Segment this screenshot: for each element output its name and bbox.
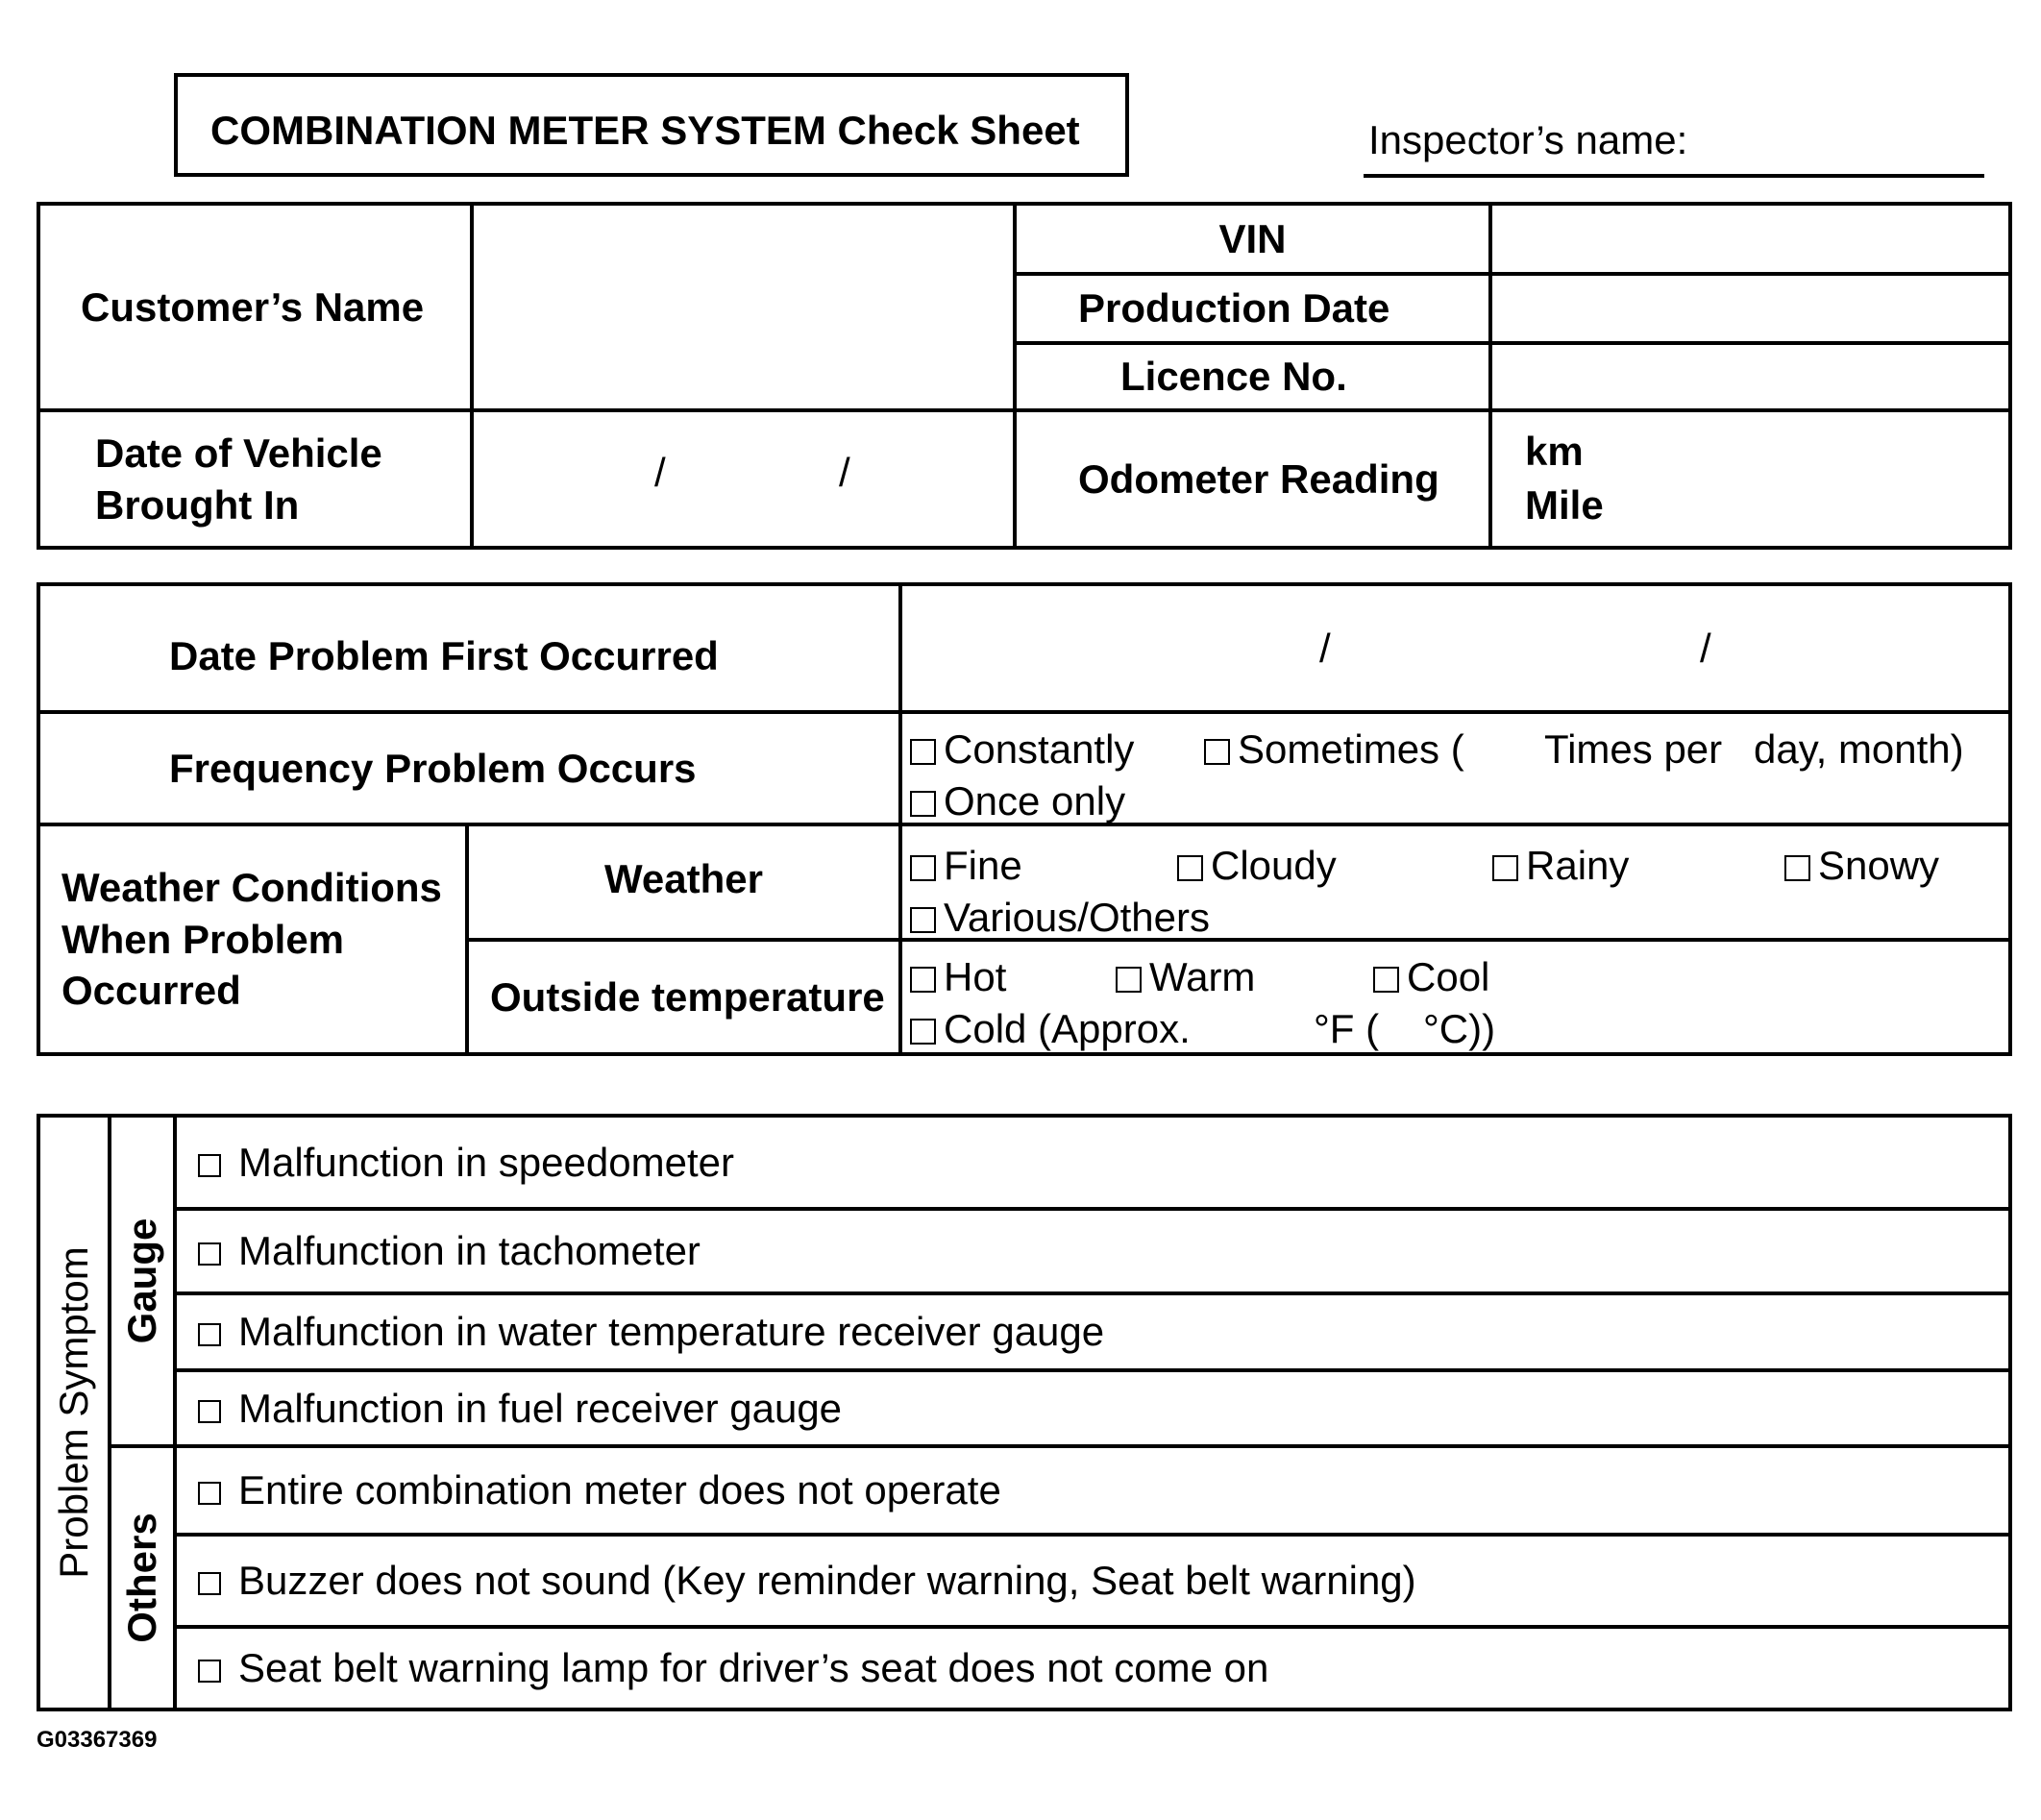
date-brought-in-label-line1: Date of Vehicle [95, 430, 382, 476]
checkbox[interactable] [198, 1572, 221, 1595]
date-separator: / [839, 450, 850, 495]
symptom-label: Malfunction in tachometer [238, 1228, 701, 1274]
freq-sometimes-label: Sometimes ( [1238, 726, 1464, 772]
weather-cloudy-label: Cloudy [1211, 843, 1337, 888]
checkbox[interactable] [910, 907, 936, 933]
checkbox[interactable] [910, 967, 936, 993]
weather-fine-label: Fine [944, 843, 1022, 888]
weather-options [900, 824, 2010, 940]
date-first-occurred-label: Date Problem First Occurred [38, 584, 900, 712]
date-first-occurred-field[interactable] [900, 584, 2010, 712]
freq-once-label: Once only [944, 778, 1126, 824]
weather-conditions-label [38, 824, 467, 1054]
freq-constantly-option[interactable] [910, 724, 1134, 775]
outside-temperature-label: Outside temperature [467, 940, 900, 1054]
production-date-label: Production Date [1015, 274, 1490, 343]
inspector-name-label: Inspector’s name: [1368, 117, 1688, 162]
weather-fine-option[interactable] [910, 840, 1022, 892]
checkbox[interactable] [1204, 739, 1230, 765]
date-separator: / [1319, 626, 1331, 671]
customer-name-label: Customer’s Name [38, 204, 472, 410]
vehicle-info-table [37, 202, 2012, 550]
freq-day-month: day, month) [1754, 726, 1964, 772]
odometer-field[interactable] [1490, 410, 2010, 548]
date-brought-in-field[interactable] [472, 410, 1015, 548]
temp-fahrenheit: °F ( [1314, 1006, 1380, 1051]
date-brought-in-label [38, 410, 472, 548]
checkbox[interactable] [910, 791, 936, 817]
title-box [174, 73, 1129, 177]
unit-mile: Mile [1525, 482, 1604, 528]
symptom-meter-not-operate[interactable] [175, 1446, 2010, 1535]
weather-various-label: Various/Others [944, 895, 1210, 940]
checkbox[interactable] [1784, 855, 1810, 881]
customer-name-field[interactable] [472, 204, 1015, 410]
date-separator: / [654, 450, 666, 495]
freq-times-per: Times per [1544, 726, 1723, 772]
inspector-name-field[interactable] [1364, 174, 1984, 178]
frequency-label: Frequency Problem Occurs [38, 712, 900, 824]
problem-symptom-table [37, 1114, 2012, 1711]
vin-label: VIN [1015, 204, 1490, 274]
weather-snowy-option[interactable] [1784, 840, 1939, 892]
problem-symptom-label-cell [38, 1116, 110, 1709]
freq-constantly-label: Constantly [944, 726, 1135, 772]
weather-rainy-option[interactable] [1492, 840, 1629, 892]
temp-warm-label: Warm [1149, 954, 1256, 999]
checkbox[interactable] [198, 1482, 221, 1505]
symptom-fuel-gauge[interactable] [175, 1370, 2010, 1446]
weather-conditions-label-line3: Occurred [61, 968, 241, 1014]
symptom-label: Malfunction in water temperature receiver gauge [238, 1309, 1105, 1355]
checkbox[interactable] [1177, 855, 1203, 881]
temp-celsius: °C)) [1423, 1006, 1496, 1051]
symptom-label: Entire combination meter does not operate [238, 1467, 1001, 1513]
checkbox[interactable] [910, 739, 936, 765]
symptom-speedometer[interactable] [175, 1116, 2010, 1209]
page-title: COMBINATION METER SYSTEM Check Sheet [210, 108, 1080, 153]
gauge-label-cell [110, 1116, 175, 1446]
temp-warm-option[interactable] [1116, 951, 1255, 1003]
symptom-label: Malfunction in fuel receiver gauge [238, 1385, 843, 1431]
licence-label: Licence No. [1015, 343, 1490, 410]
freq-sometimes-option[interactable] [1204, 724, 1464, 775]
temp-hot-option[interactable] [910, 951, 1006, 1003]
symptom-label: Buzzer does not sound (Key reminder warning, Seat belt warning) [238, 1558, 1416, 1604]
symptom-water-temp-gauge[interactable] [175, 1293, 2010, 1370]
weather-various-option[interactable] [910, 892, 1210, 944]
gauge-label: Gauge [119, 1217, 165, 1344]
checkbox[interactable] [1492, 855, 1518, 881]
conditions-table [37, 582, 2012, 1056]
temp-cold-label: Cold (Approx. [944, 1006, 1191, 1051]
symptom-label: Malfunction in speedometer [238, 1139, 734, 1185]
checkbox[interactable] [198, 1660, 221, 1683]
weather-label: Weather [467, 824, 900, 940]
weather-cloudy-option[interactable] [1177, 840, 1337, 892]
checkbox[interactable] [910, 855, 936, 881]
checkbox[interactable] [198, 1242, 221, 1266]
checkbox[interactable] [1373, 967, 1399, 993]
unit-km: km [1525, 429, 1584, 474]
temp-cold-option[interactable] [910, 1003, 1191, 1055]
temp-cool-option[interactable] [1373, 951, 1489, 1003]
weather-conditions-label-line2: When Problem [61, 916, 345, 962]
vin-field[interactable] [1490, 204, 2010, 274]
problem-symptom-label: Problem Symptom [51, 1246, 97, 1579]
weather-conditions-label-line1: Weather Conditions [61, 864, 442, 910]
date-separator: / [1700, 626, 1711, 671]
temperature-options [900, 940, 2010, 1054]
licence-field[interactable] [1490, 343, 2010, 410]
symptom-buzzer[interactable] [175, 1535, 2010, 1627]
symptom-label: Seat belt warning lamp for driver’s seat does not come on [238, 1645, 1269, 1691]
temp-hot-label: Hot [944, 954, 1007, 999]
date-brought-in-label-line2: Brought In [95, 481, 300, 528]
checkbox[interactable] [910, 1019, 936, 1045]
symptom-tachometer[interactable] [175, 1209, 2010, 1293]
checkbox[interactable] [1116, 967, 1142, 993]
others-label-cell [110, 1446, 175, 1709]
checkbox[interactable] [198, 1400, 221, 1423]
checkbox[interactable] [198, 1154, 221, 1177]
checkbox[interactable] [198, 1323, 221, 1346]
others-label: Others [119, 1513, 165, 1643]
figure-code: G03367369 [37, 1727, 158, 1753]
weather-rainy-label: Rainy [1526, 843, 1630, 888]
production-date-field[interactable] [1490, 274, 2010, 343]
temp-cool-label: Cool [1407, 954, 1490, 999]
weather-snowy-label: Snowy [1818, 843, 1940, 888]
frequency-options [900, 712, 2010, 824]
symptom-seat-belt-lamp[interactable] [175, 1627, 2010, 1709]
freq-once-option[interactable] [910, 775, 1125, 827]
odometer-label: Odometer Reading [1015, 410, 1490, 548]
